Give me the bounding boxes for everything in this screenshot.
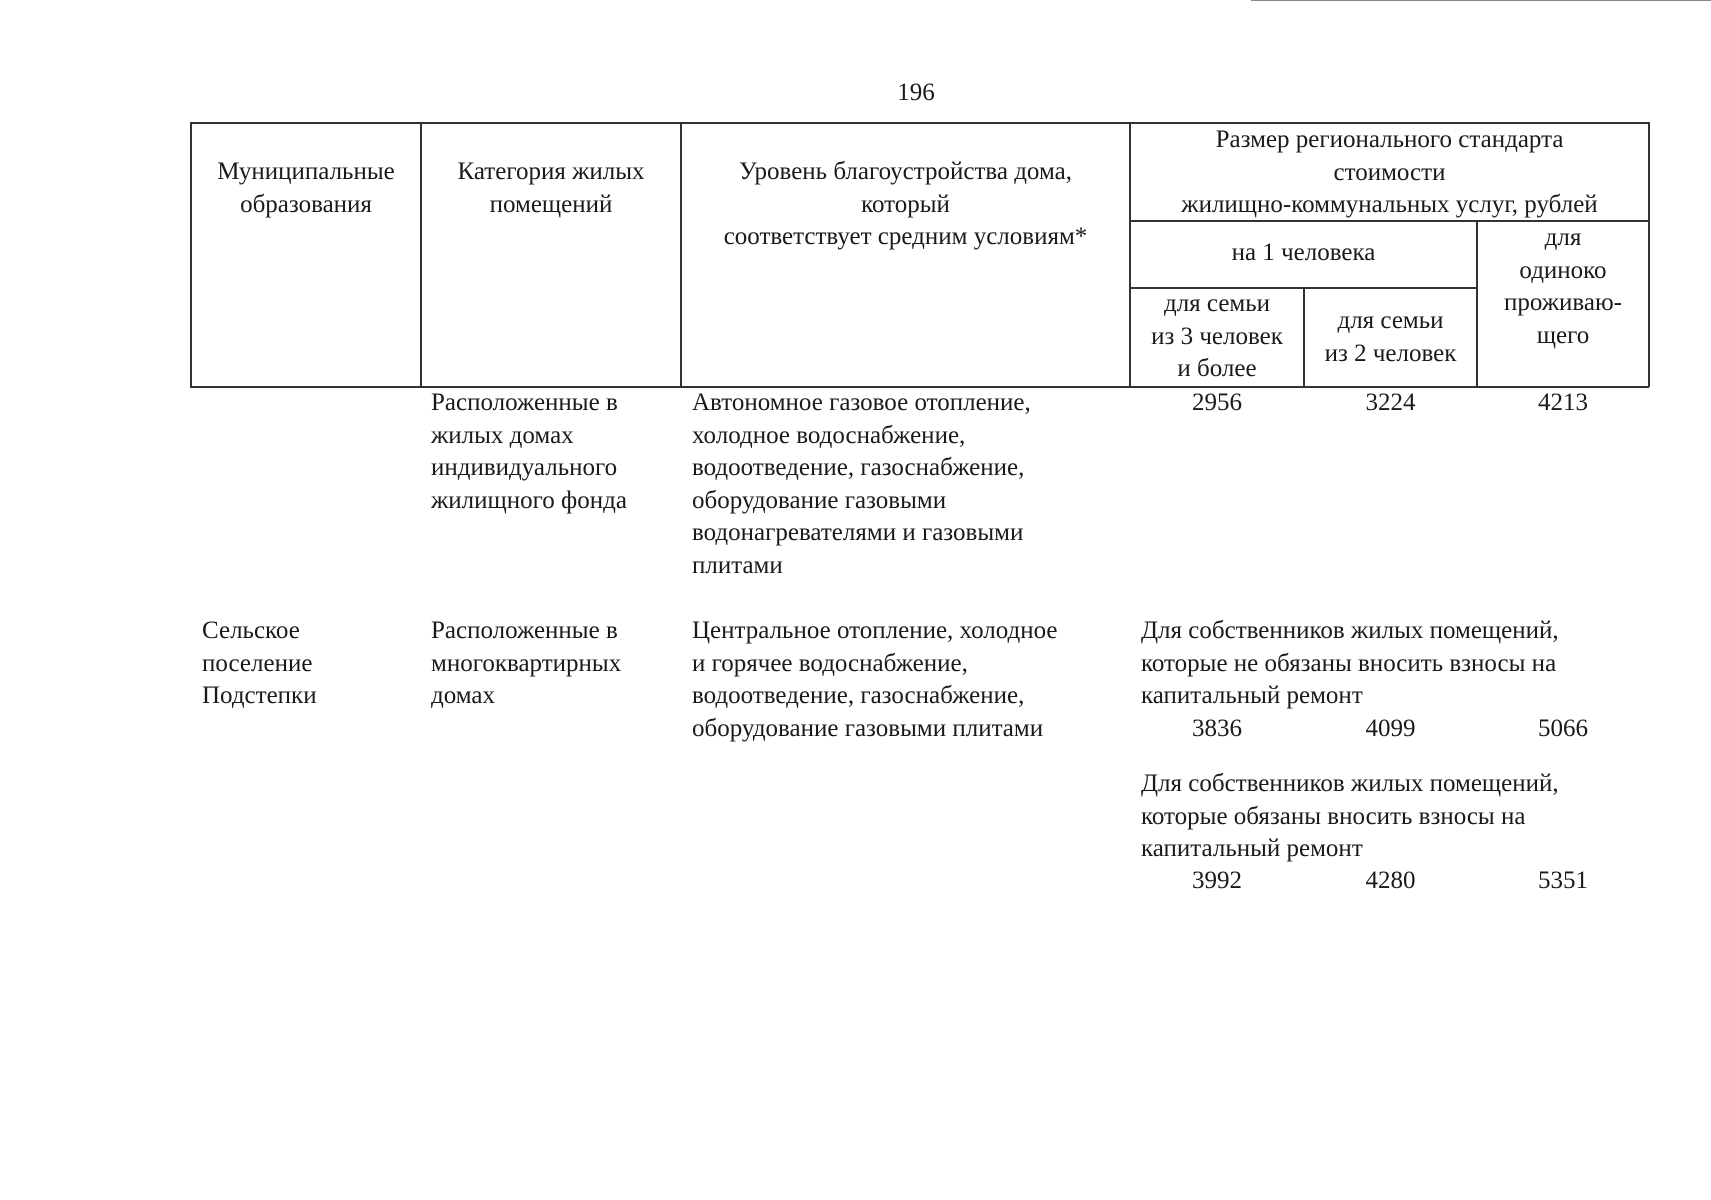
header-family-2: для семьи из 2 человек [1324,307,1457,367]
header-improvement-level: Уровень благоустройства дома, который соответствует средним условиям* [723,158,1088,250]
header-municipalities: Муниципальные образования [217,158,395,218]
page-number: 196 [897,79,935,106]
row2-group2-value-family3: 3992 [1192,867,1242,894]
row2-group1-value-family2: 4099 [1365,715,1416,742]
header-single-resident: для одиноко проживаю- щего [1504,224,1622,349]
row2-municipality: Сельское поселение Подстепки [202,617,317,709]
row2-category: Расположенные в многоквартирных домах [431,617,622,709]
row1-value-family3: 2956 [1192,389,1242,416]
row2-group2-label: Для собственников жилых помещений, которые обязаны вносить взносы на капитальный ремонт [1141,770,1559,862]
row1-value-single: 4213 [1538,389,1588,416]
row2-group2-value-family2: 4280 [1365,867,1416,894]
row2-group1-value-family3: 3836 [1192,715,1242,742]
row2-group1-value-single: 5066 [1538,715,1588,742]
header-family-3-plus: для семьи из 3 человек и более [1151,290,1283,382]
header-category: Категория жилых помещений [457,158,645,218]
row2-group1-label: Для собственников жилых помещений, которые не обязаны вносить взносы на капитальный ремонт [1141,617,1559,709]
scan-edge-line [1251,0,1711,1]
row1-value-family2: 3224 [1365,389,1416,416]
row2-group2-value-single: 5351 [1538,867,1588,894]
row2-improvement-level: Центральное отопление, холодное и горячее водоснабжение, водоотведение, газоснабжение, оборудование газовыми плитами [692,617,1058,742]
row1-category: Расположенные в жилых домах индивидуального жилищного фонда [431,389,627,514]
header-per-person: на 1 человека [1231,239,1376,266]
row1-improvement-level: Автономное газовое отопление, холодное водоснабжение, водоотведение, газоснабжение, оборудование газовыми водонагревателями и газовыми плитами [692,389,1031,579]
header-standard-size: Размер регионального стандарта стоимости жилищно-коммунальных услуг, рублей [1181,126,1598,218]
